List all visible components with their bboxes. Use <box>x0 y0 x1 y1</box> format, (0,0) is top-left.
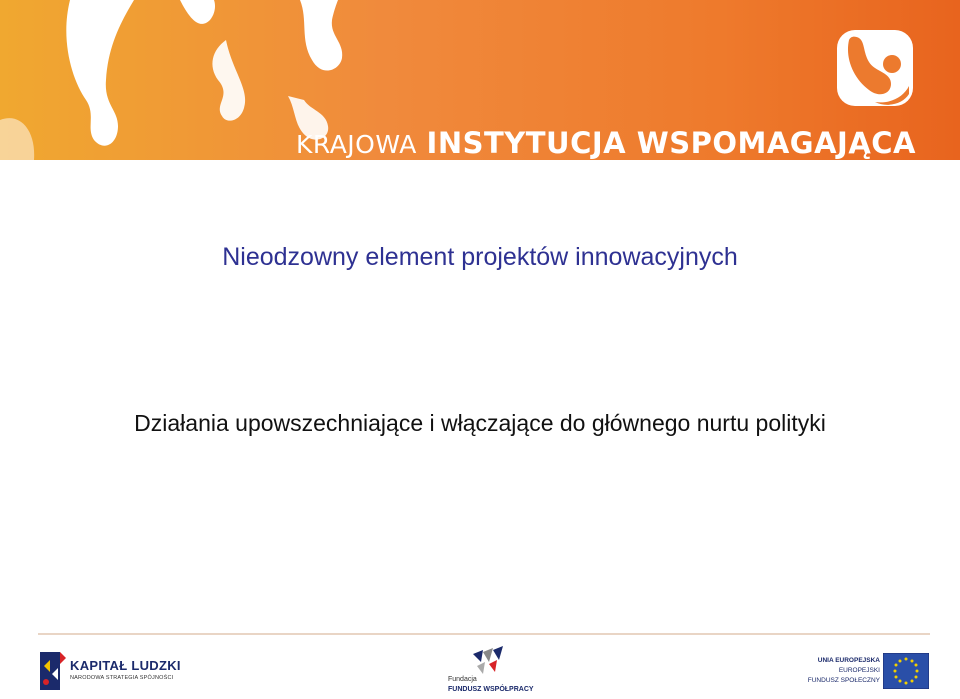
eu-line-1: UNIA EUROPEJSKA <box>817 657 880 664</box>
brand-title-light: KRAJOWA <box>295 130 417 159</box>
kapital-ludzki-icon <box>38 648 66 694</box>
slide-title: Nieodzowny element projektów innowacyjnych <box>222 243 738 271</box>
fundusz-line-2: FUNDUSZ WSPÓŁPRACY <box>448 686 534 693</box>
slide-subtitle: Działania upowszechniające i włączające do głównego nurtu polityki <box>134 410 826 436</box>
fundusz-wspolpracy-icon <box>469 646 529 676</box>
fundusz-line-1: Fundacja <box>448 676 477 683</box>
brand-title <box>296 126 916 160</box>
kapital-ludzki-name: KAPITAŁ LUDZKI <box>70 658 181 673</box>
header-banner <box>0 0 960 160</box>
kapital-ludzki-tagline: NARODOWA STRATEGIA SPÓJNOŚCI <box>70 675 174 681</box>
brand-title-bold: INSTYTUCJA WSPOMAGAJĄCA <box>426 126 916 160</box>
kapital-ludzki-logo <box>38 646 181 694</box>
eu-line-3: FUNDUSZ SPOŁECZNY <box>807 677 880 684</box>
footer-divider <box>38 633 930 635</box>
kiw-logo-icon <box>835 28 915 108</box>
fundusz-wspolpracy-logo <box>445 646 534 696</box>
eu-flag-icon <box>883 653 929 689</box>
eu-line-2: EUROPEJSKI <box>838 667 880 674</box>
eu-logo <box>807 652 930 692</box>
